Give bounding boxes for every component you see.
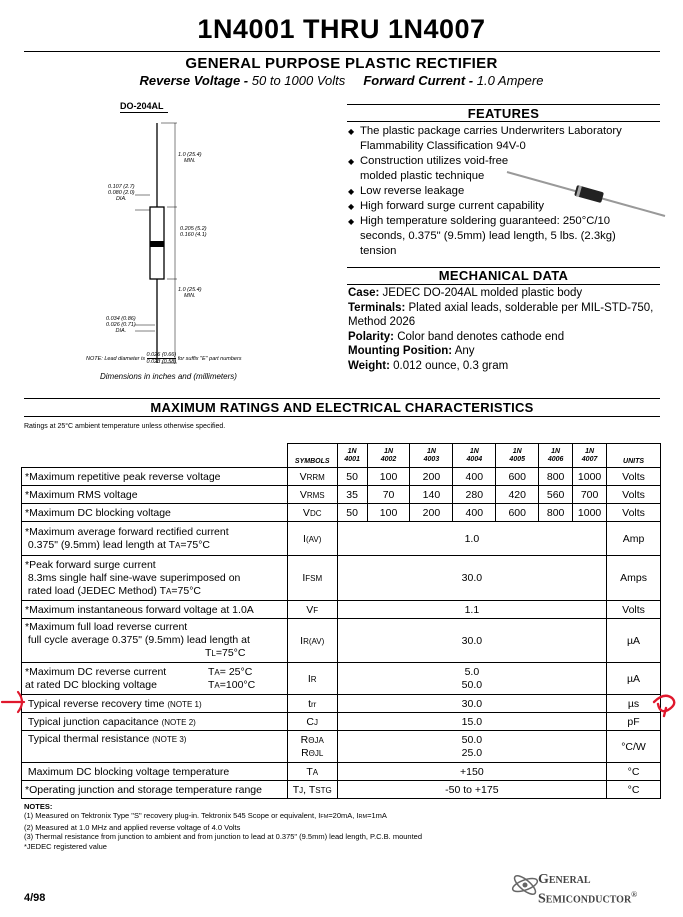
part-header: 1N 4002 [367,444,410,468]
document-title: 1N4001 THRU 1N4007 [197,14,486,44]
reverse-voltage-label: Reverse Voltage - [139,73,249,88]
part-header: 1N 4006 [539,444,573,468]
forward-current-label: Forward Current - [363,73,474,88]
features-heading: FEATURES [467,106,540,121]
feature-item: ◆ High forward surge current capability [348,199,678,214]
feature-item: ◆ High temperature soldering guaranteed: 250°C/10 seconds, 0.375" (9.5mm) lead length, 5 lbs. (2.3kg) tension [348,214,635,259]
table-row: *Maximum DC blocking voltage VDC 50 100 200 400 600 800 1000 Volts [22,504,661,522]
table-header-row [22,444,661,468]
ratings-heading: MAXIMUM RATINGS AND ELECTRICAL CHARACTERISTICS [150,400,534,415]
revision-date: 4/98 [24,892,46,904]
dim-bottom-lead: 1.0 (25.4) MIN. [178,287,202,299]
rating-summary [0,73,683,88]
table-row: *Maximum instantaneous forward voltage at 1.0A VF 1.1 Volts [22,601,661,619]
table-row: *Maximum repetitive peak reverse voltage VRRM 50 100 200 400 600 800 1000 Volts [22,468,661,486]
dimension-caption: Dimensions in inches and (millimeters) [100,372,237,381]
table-row: *Peak forward surge current 8.3ms single half sine-wave superimposed on rated load (JEDEC Method) TA=75°C IFSM 30.0 Amps [22,556,661,601]
dim-wire-diameter: 0.034 (0.86) 0.026 (0.71) DIA. [106,316,136,334]
mechanical-bottom-rule [347,284,660,285]
table-row: Maximum DC blocking voltage temperature TA +150 °C [22,763,661,781]
features-bottom-rule [347,121,660,122]
annotation-mark-left [0,688,28,718]
ratings-note: Ratings at 25°C ambient temperature unless otherwise specified. [24,423,226,430]
table-row: Typical reverse recovery time (NOTE 1) trr 30.0 µs [22,695,661,713]
dim-lead-diameter: 0.107 (2.7) 0.080 (2.0) DIA. [108,184,135,202]
table-row: *Maximum average forward rectified current 0.375" (9.5mm) lead length at TA=75°C I(AV) 1.0 Amp [22,522,661,556]
notes-block: NOTES: (1) Measured on Tektronix Type "S" recovery plug-in. Tektronix 545 Scope or equivalent, IFM=20mA, IRM=1mA (2) Measured at 1.0 MHz and applied reverse voltage of 4.0 Volts (3) Thermal resistance from junction to ambient and from junction to lead at 0.375" (9.5mm) lead length, P.C.B. mounted *JEDEC registered value [24,802,423,851]
symbols-header: SYMBOLS [287,444,337,468]
units-header: UNITS [607,444,661,468]
mechanical-heading: MECHANICAL DATA [438,268,569,283]
diode-photo [505,168,670,220]
part-header: 1N 4003 [410,444,453,468]
ratings-bottom-rule [24,416,660,417]
package-name: DO-204AL [120,101,164,111]
table-row: Typical thermal resistance (NOTE 3) RΘJA RΘJL 50.0 25.0 °C/W [22,731,661,763]
lead-diameter-note: NOTE: Lead diameter is $\frac{0.026 (0.66)}{0.023 (0.58)}$ for suffix "E" part numbers [86,352,242,365]
general-semiconductor-logo: General Semiconductor® [538,872,638,907]
feature-item: ◆ Construction utilizes void-free molded plastic technique [348,154,520,184]
table-row: Typical junction capacitance (NOTE 2) CJ 15.0 pF [22,713,661,731]
feature-item: ◆ The plastic package carries Underwriters Laboratory Flammability Classification 94V-0 [348,124,678,154]
table-row: *Operating junction and storage temperature range TJ, TSTG -50 to +175 °C [22,781,661,799]
annotation-mark-right [650,690,680,718]
forward-current-value: 1.0 Ampere [476,73,544,88]
table-row: *Maximum full load reverse current full cycle average 0.375" (9.5mm) lead length at TL=75°C IR(AV) 30.0 µA [22,619,661,663]
table-row: *Maximum RMS voltage VRMS 35 70 140 280 420 560 700 Volts [22,486,661,504]
mechanical-data: Case: JEDEC DO-204AL molded plastic body Terminals: Plated axial leads, solderable per MIL-STD-750, Method 2026 Polarity: Color band denotes cathode end Mounting Position: Any Weight: 0.012 ounce, 0.3 gram [348,287,654,372]
table-row: *Maximum DC reverse current TA= 25°C at rated DC blocking voltage TA=100°C IR 5.0 50.0 µA [22,663,661,695]
dim-top-lead: 1.0 (25.4) MIN. [178,152,202,164]
part-header: 1N 4004 [453,444,496,468]
features-top-rule [347,104,660,105]
document-subtitle: GENERAL PURPOSE PLASTIC RECTIFIER [185,55,498,72]
ratings-table [21,443,661,799]
reverse-voltage-value: 50 to 1000 Volts [251,73,346,88]
title-rule [24,51,660,52]
dim-body-length: 0.205 (5.2) 0.160 (4.1) [180,226,207,238]
feature-item: ◆ Low reverse leakage [348,184,678,199]
part-header: 1N 4007 [573,444,607,468]
part-header: 1N 4001 [337,444,367,468]
part-header: 1N 4005 [496,444,539,468]
ratings-top-rule [24,398,660,399]
package-name-underline [120,112,168,113]
general-semiconductor-logo-icon [510,872,540,898]
